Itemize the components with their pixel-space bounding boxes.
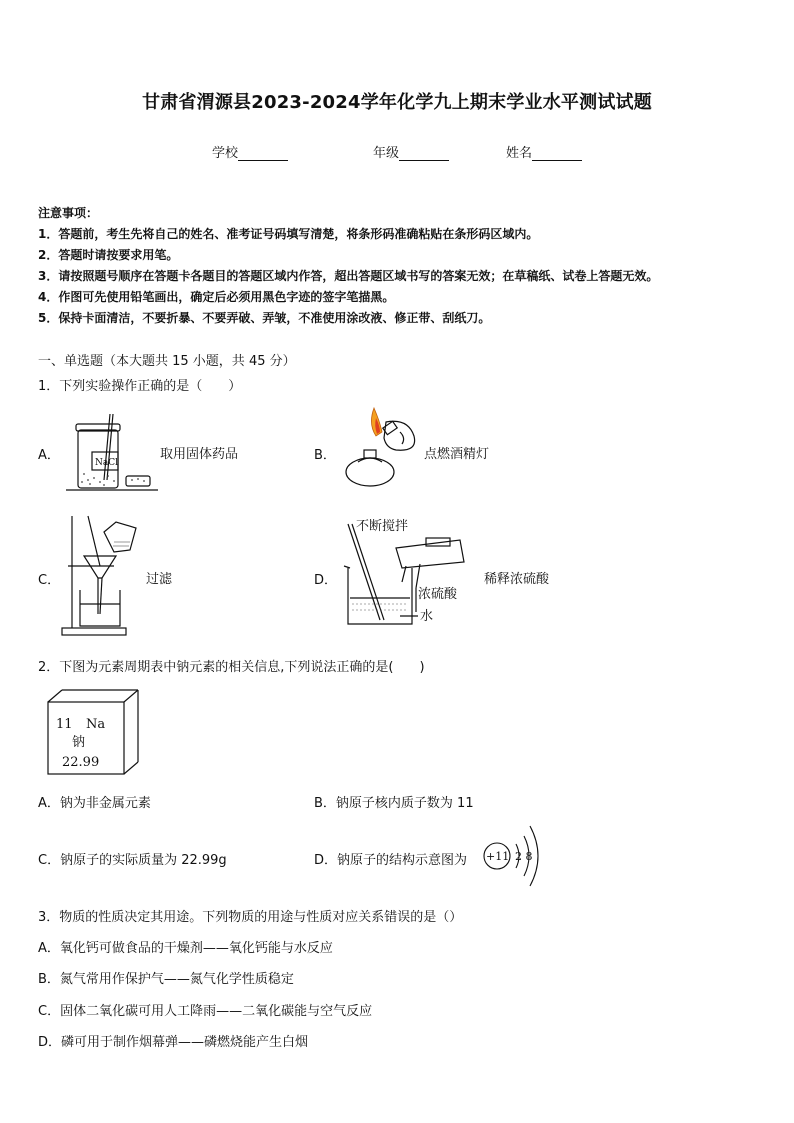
q2-option-a xyxy=(38,792,151,811)
grade-blank xyxy=(399,146,449,161)
notice-heading: 注意事项： xyxy=(38,206,99,220)
q1-option-c-letter: C． xyxy=(38,573,61,588)
question-3-stem: 3．物质的性质决定其用途。下列物质的用途与性质对应关系错误的是（） xyxy=(38,910,463,925)
atomic-number: 11 xyxy=(56,717,73,732)
notice-item: 5．保持卡面清洁，不要折暴、不要弄破、弄皱，不准使用涂改液、修正带、刮纸刀。 xyxy=(38,311,491,325)
q1-option-b-caption: 点燃酒精灯 xyxy=(424,447,490,462)
atomic-mass: 22.99 xyxy=(62,755,100,770)
reagent-jar-figure xyxy=(64,410,160,492)
name-field xyxy=(506,142,582,161)
section-heading: 一、单选题（本大题共 15 小题，共 45 分） xyxy=(38,354,296,369)
q3-option-d: D．磷可用于制作烟幕弹——磷燃烧能产生白烟 xyxy=(38,1035,309,1050)
q2-option-d xyxy=(314,849,467,868)
q2-option-d-letter: D． xyxy=(314,853,338,868)
filtration-figure xyxy=(58,510,148,638)
water-label: 水 xyxy=(420,609,434,624)
q1-option-a-letter: A． xyxy=(38,448,60,463)
school-label: 学校 xyxy=(212,146,239,161)
element-name: 钠 xyxy=(72,735,86,750)
element-symbol: Na xyxy=(86,717,106,732)
alcohol-lamp-figure xyxy=(340,402,424,492)
q2-option-b-letter: B． xyxy=(314,796,336,811)
notice-item: 3．请按照题号顺序在答题卡各题目的答题区域内作答，超出答题区域书写的答案无效；在草稿纸、试卷上答题无效。 xyxy=(38,269,659,283)
q1-option-d-letter: D． xyxy=(314,573,338,588)
acid-label: 浓硫酸 xyxy=(418,587,458,602)
question-2-stem: 2．下图为元素周期表中钠元素的相关信息,下列说法正确的是( ) xyxy=(38,660,425,675)
grade-label: 年级 xyxy=(373,146,400,161)
nacl-label: NaCl xyxy=(95,458,119,468)
q2-option-b xyxy=(314,792,474,811)
dilution-figure xyxy=(340,516,480,628)
q2-option-c-letter: C． xyxy=(38,853,61,868)
nucleus-charge: +11 xyxy=(486,850,510,863)
grade-field xyxy=(373,142,449,161)
name-blank xyxy=(532,146,582,161)
q1-option-a-caption: 取用固体药品 xyxy=(160,447,239,462)
school-blank xyxy=(238,146,288,161)
q2-option-a-text: 钠为非金属元素 xyxy=(59,796,151,811)
q2-option-a-letter: A． xyxy=(38,796,60,811)
notice-item: 4．作图可先使用铅笔画出，确定后必须用黑色字迹的签字笔描黑。 xyxy=(38,290,395,304)
sodium-atom-diagram xyxy=(482,822,542,892)
q2-option-c xyxy=(38,849,227,868)
notice-item: 2．答题时请按要求用笔。 xyxy=(38,248,179,262)
q3-option-c: C．固体二氧化碳可用人工降雨——二氧化碳能与空气反应 xyxy=(38,1004,373,1019)
q3-option-a: A．氧化钙可做食品的干燥剂——氧化钙能与水反应 xyxy=(38,941,333,956)
q2-option-c-text: 钠原子的实际质量为 22.99g xyxy=(60,853,227,868)
q1-option-b-letter: B． xyxy=(314,448,336,463)
q1-option-c-caption: 过滤 xyxy=(146,572,173,587)
page-title: 甘肃省渭源县2023-2024学年化学九上期末学业水平测试试题 xyxy=(142,92,652,113)
school-field xyxy=(212,142,288,161)
sodium-element-card xyxy=(46,688,146,778)
q2-option-b-text: 钠原子核内质子数为 11 xyxy=(335,796,474,811)
q1-option-d-caption: 稀释浓硫酸 xyxy=(484,572,550,587)
name-label: 姓名 xyxy=(506,146,533,161)
notice-item: 1．答题前，考生先将自己的姓名、准考证号码填写清楚，将条形码准确粘贴在条形码区域内。 xyxy=(38,227,539,241)
question-1-stem: 1．下列实验操作正确的是（ ） xyxy=(38,379,242,394)
q3-option-b: B．氮气常用作保护气——氮气化学性质稳定 xyxy=(38,972,294,987)
stir-label: 不断搅拌 xyxy=(356,519,409,534)
q2-option-d-text: 钠原子的结构示意图为 xyxy=(337,853,468,868)
electron-shells: 2 8 xyxy=(515,850,533,863)
